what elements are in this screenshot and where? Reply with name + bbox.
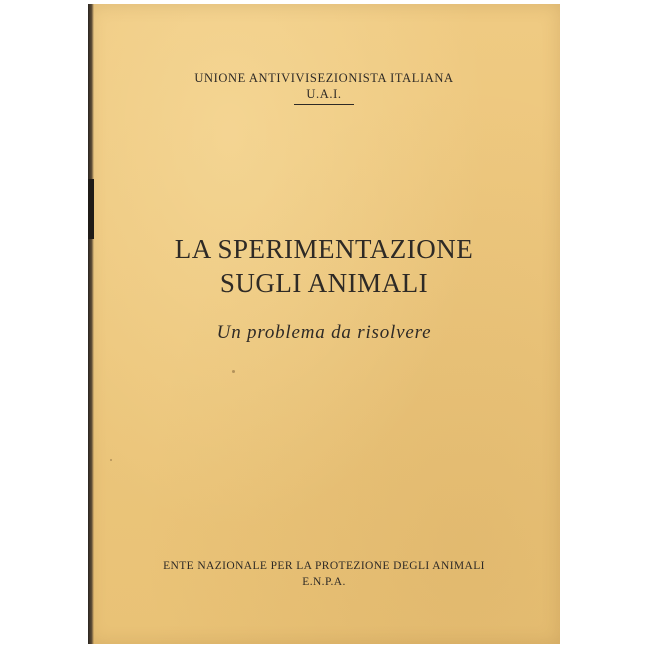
title-line-1: LA SPERIMENTAZIONE — [174, 234, 474, 264]
book-title — [88, 232, 560, 300]
title-line-2: SUGLI ANIMALI — [219, 268, 429, 298]
footer-abbreviation: E.N.P.A. — [302, 576, 346, 588]
book-subtitle: Un problema da risolvere — [216, 322, 432, 343]
footer-block — [88, 558, 560, 590]
publisher-name: UNIONE ANTIVIVISEZIONISTA ITALIANA — [194, 71, 454, 85]
publisher-abbreviation: U.A.I. — [294, 86, 354, 105]
publisher-block — [88, 70, 560, 105]
spine-notch — [88, 179, 94, 239]
book-cover — [88, 4, 560, 644]
paper-speck — [232, 370, 235, 373]
footer-name: ENTE NAZIONALE PER LA PROTEZIONE DEGLI ANIMALI — [163, 560, 485, 572]
paper-speck — [110, 459, 112, 461]
